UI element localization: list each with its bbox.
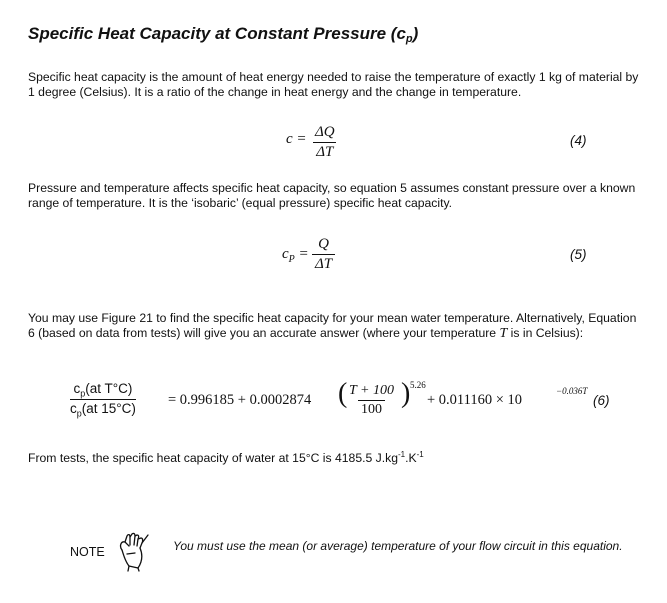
from-tests-paragraph: From tests, the specific heat capacity of water at 15°C is 4185.5 $J.kg^{-1}.K^{-1}$ (28, 450, 424, 466)
page-title: Specific Heat Capacity at Constant Pressure (cp) (28, 24, 419, 45)
eq4-fraction (312, 124, 338, 161)
eq4-denominator: ΔT (313, 142, 336, 161)
eq4-numerator: ΔQ (315, 124, 335, 140)
eq6-inner-denominator: 100 (358, 400, 385, 418)
title-subscript: p (405, 33, 413, 45)
eq5-lhs: $c_P$ = (282, 246, 309, 265)
eq5-number: (5) (570, 247, 587, 262)
eq4-number: (4) (570, 133, 587, 148)
eq6-term2: + 0.011160 × 10 (427, 392, 523, 408)
eq5-denominator: ΔT (312, 254, 335, 273)
eq6-exponent: 5.26 (410, 380, 426, 390)
eq5-numerator: Q (318, 236, 329, 252)
eq6-lhs-numerator: $c_p(at$ T°C) (73, 381, 133, 399)
eq6-inner-fraction (346, 383, 397, 418)
writing-hand-icon (116, 532, 150, 577)
eq6-left-paren: ( (338, 378, 348, 409)
note-label: NOTE (70, 545, 105, 559)
figure-paragraph: You may use Figure 21 to find the specific heat capacity for your mean water temperature. Alternatively, Equation 6 (based on data from tests) will give you an accurate answer (where your temperature T is in Celsius): (28, 311, 637, 341)
note-text: You must use the mean (or average) temperature of your flow circuit in this equation. (173, 539, 623, 553)
eq6-lhs-denominator: $c_p(at$ 15°C) (70, 400, 136, 419)
eq6-exponent2: −0.036T (556, 386, 588, 396)
eq6-inner-numerator: T + 100 (349, 383, 394, 398)
intro-paragraph: Specific heat capacity is the amount of heat energy needed to raise the temperature of exactly 1 kg of material by 1 degree (Celsius). It is a ratio of the change in heat energy and the change in temperature. (28, 70, 639, 99)
eq6-right-paren: ) (401, 378, 411, 409)
pressure-paragraph: Pressure and temperature affects specific heat capacity, so equation 5 assumes constant pressure over a known range of temperature. It is the ‘isobaric’ (equal pressure) specific heat capacity. (28, 181, 636, 210)
eq4-lhs: c = (286, 131, 307, 147)
eq6-lhs-fraction (70, 381, 136, 418)
eq5-fraction (312, 236, 335, 273)
eq6-number: (6) (593, 393, 610, 408)
eq6-term1: = 0.996185 + 0.0002874 (168, 392, 312, 408)
